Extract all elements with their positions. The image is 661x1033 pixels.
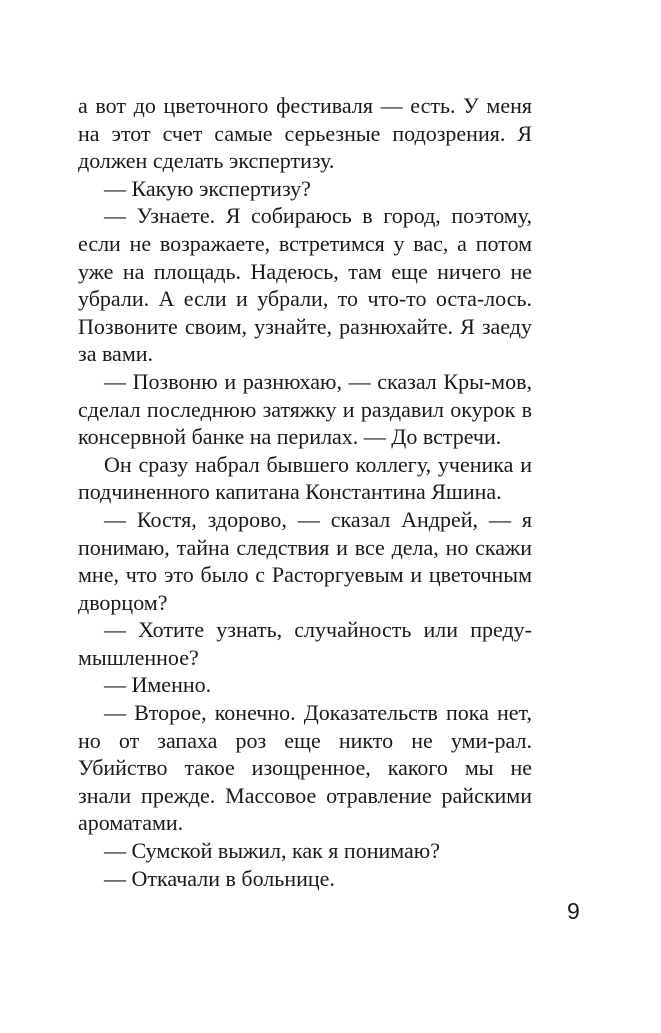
paragraph-dialogue: — Сумской выжил, как я понимаю? <box>104 838 440 864</box>
body-text <box>78 92 532 892</box>
paragraph-dialogue: — Именно. <box>104 672 212 698</box>
paragraph-dialogue: — Хотите узнать, случайность или преду-мышленное? <box>78 617 532 670</box>
paragraph-dialogue: — Узнаете. Я собираюсь в город, поэтому, если не возражаете, встретимся у вас, а потом уже на площадь. Надеюсь, там еще ничего не убрали. А если и убрали, то что-то оста-лось. Позвоните своим, узнайте, разнюхайте. Я заеду за вами. <box>78 203 532 367</box>
paragraph-narration: Он сразу набрал бывшего коллегу, ученика и подчиненного капитана Константина Яшина. <box>78 451 532 505</box>
paragraph-dialogue: — Какую экспертизу? <box>104 175 311 201</box>
paragraph-dialogue: — Второе, конечно. Доказательств пока нет, но от запаха роз еще никто не уми-рал. Убийство такое изощренное, какого мы не знали прежде. Массовое отравление райскими ароматами. <box>78 700 532 836</box>
paragraph-dialogue: — Откачали в больнице. <box>104 865 335 891</box>
paragraph-continuation: а вот до цветочного фестиваля — есть. У меня на этот счет самые серьезные подозрения. Я должен сделать экспертизу. <box>78 93 532 174</box>
page-number: 9 <box>567 898 580 924</box>
paragraph-dialogue: — Позвоню и разнюхаю, — сказал Кры-мов, сделал последнюю затяжку и раздавил окурок в консервной банке на перилах. — До встречи. <box>78 368 532 450</box>
paragraph-dialogue: — Костя, здорово, — сказал Андрей, — я понимаю, тайна следствия и все дела, но скажи мне, что это было с Расторгуевым и цветочным дворцом? <box>78 506 532 615</box>
